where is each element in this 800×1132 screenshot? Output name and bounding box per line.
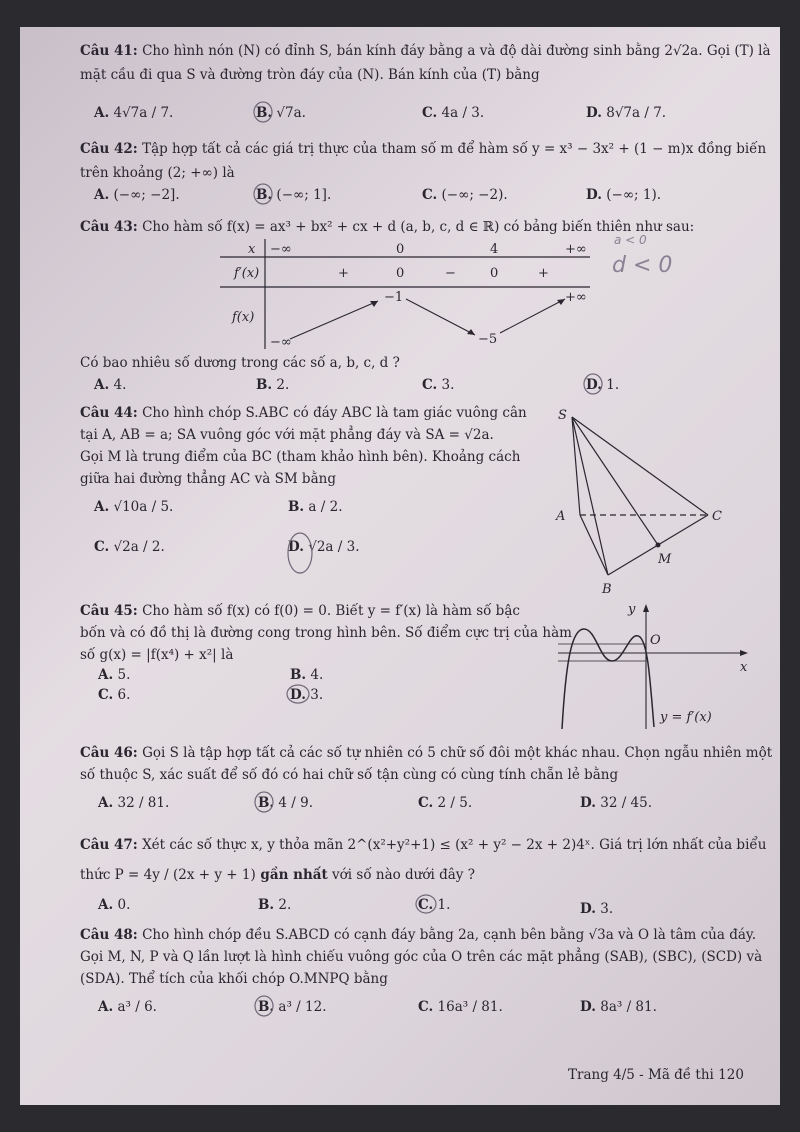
q45-line3: số g(x) = |f(x⁴) + x²| là: [80, 647, 234, 663]
table-f-value: −5: [478, 332, 498, 347]
q47-option-b[interactable]: B. 2.: [258, 897, 292, 913]
q43-option-c[interactable]: C. 3.: [422, 377, 455, 393]
q46-option-a[interactable]: A. 32 / 81.: [98, 795, 170, 811]
q45-line2: bốn và có đồ thị là đường cong trong hình bên. Số điểm cực trị của hàm: [80, 625, 572, 641]
label-A: A: [556, 509, 566, 524]
table-f-value: −∞: [270, 335, 292, 350]
table-fp-label: f′(x): [234, 266, 260, 281]
q46-option-d[interactable]: D. 32 / 45.: [580, 795, 653, 811]
table-f-value: −1: [384, 290, 404, 305]
label-y: y: [628, 602, 636, 617]
table-x-value: 4: [490, 242, 499, 257]
q44-option-d[interactable]: D. √2a / 3.: [288, 539, 360, 555]
q43-option-b[interactable]: B. 2.: [256, 377, 290, 393]
label-x: x: [740, 660, 748, 675]
q48-line1: Câu 48: Cho hình chóp đều S.ABCD có cạnh đáy bằng 2a, cạnh bên bằng √3a và O là tâm của đáy.: [80, 927, 757, 943]
label-M: M: [658, 552, 672, 567]
table-f-value: +∞: [565, 290, 587, 305]
label-curve: y = f′(x): [660, 710, 712, 725]
q44-option-c[interactable]: C. √2a / 2.: [94, 539, 165, 555]
table-x-value: −∞: [270, 242, 292, 257]
circle-q44-d: [288, 533, 312, 573]
circle-q43-d: [584, 374, 602, 394]
q46-line1: Câu 46: Gọi S là tập hợp tất cả các số tự nhiên có 5 chữ số đôi một khác nhau. Chọn ngẫu nhiên một: [80, 745, 773, 761]
label-C: C: [712, 509, 722, 524]
q46-option-c[interactable]: C. 2 / 5.: [418, 795, 473, 811]
q43-line1: Câu 43: Cho hàm số f(x) = ax³ + bx² + cx + d (a, b, c, d ∈ ℝ) có bảng biến thiên như sau:: [80, 219, 695, 235]
table-fp-value: 0: [490, 266, 499, 281]
q42-line2: trên khoảng (2; +∞) là: [80, 165, 235, 181]
page-footer: Trang 4/5 - Mã đề thi 120: [568, 1067, 744, 1083]
table-fp-value: +: [338, 266, 349, 281]
q43-option-a[interactable]: A. 4.: [94, 377, 127, 393]
circle-q46-b: [255, 792, 273, 812]
q47-option-d[interactable]: D. 3.: [580, 901, 614, 917]
q45-option-d[interactable]: D. 3.: [290, 687, 324, 703]
pencil-note-2: d < 0: [612, 253, 673, 278]
q48-option-a[interactable]: A. a³ / 6.: [98, 999, 157, 1015]
q48-line2: Gọi M, N, P và Q lần lượt là hình chiếu vuông góc của O trên các mặt phẳng (SAB), (SBC), (SCD) và: [80, 949, 763, 965]
q46-option-b[interactable]: B. 4 / 9.: [258, 795, 314, 811]
table-f-label: f(x): [232, 310, 255, 325]
q41-option-a[interactable]: A. 4√7a / 7.: [94, 105, 174, 121]
q48-option-c[interactable]: C. 16a³ / 81.: [418, 999, 503, 1015]
label-S: S: [558, 408, 567, 423]
q42-option-d[interactable]: D. (−∞; 1).: [586, 187, 662, 203]
q45-option-a[interactable]: A. 5.: [98, 667, 131, 683]
exam-page: [20, 27, 780, 1105]
q44-line2: tại A, AB = a; SA vuông góc với mặt phẳng đáy và SA = √2a.: [80, 427, 494, 443]
pencil-marks: [20, 27, 780, 1105]
q43-question: Có bao nhiêu số dương trong các số a, b, c, d ?: [80, 355, 400, 371]
circle-q47-c: [416, 895, 436, 913]
q41-option-d[interactable]: D. 8√7a / 7.: [586, 105, 667, 121]
q42-option-a[interactable]: A. (−∞; −2].: [94, 187, 180, 203]
q42-line1: Câu 42: Tập hợp tất cả các giá trị thực của tham số m để hàm số y = x³ − 3x² + (1 − m)x đồng biến: [80, 141, 767, 157]
q42-option-c[interactable]: C. (−∞; −2).: [422, 187, 508, 203]
table-x-value: 0: [396, 242, 405, 257]
circle-q45-d: [287, 685, 309, 703]
q42-option-b[interactable]: B. (−∞; 1].: [256, 187, 332, 203]
table-x-value: +∞: [565, 242, 587, 257]
circle-q41-b: [254, 102, 272, 122]
q47-line1: Câu 47: Xét các số thực x, y thỏa mãn 2^(x²+y²+1) ≤ (x² + y² − 2x + 2)4ˣ. Giá trị lớn nhất của biểu: [80, 837, 767, 853]
q48-option-d[interactable]: D. 8a³ / 81.: [580, 999, 657, 1015]
q44-line4: giữa hai đường thẳng AC và SM bằng: [80, 471, 336, 487]
q44-option-a[interactable]: A. √10a / 5.: [94, 499, 174, 515]
q45-option-c[interactable]: C. 6.: [98, 687, 131, 703]
q45-option-b[interactable]: B. 4.: [290, 667, 324, 683]
label-B: B: [602, 582, 612, 597]
table-x-label: x: [248, 242, 256, 257]
q41-option-b[interactable]: B. √7a.: [256, 105, 306, 121]
q43-option-d[interactable]: D. 1.: [586, 377, 620, 393]
q41-line1: Câu 41: Cho hình nón (N) có đỉnh S, bán kính đáy bằng a và độ dài đường sinh bằng 2√2a. Gọi (T) là: [80, 43, 771, 59]
table-fp-value: +: [538, 266, 549, 281]
q41-line2: mặt cầu đi qua S và đường tròn đáy của (N). Bán kính của (T) bằng: [80, 67, 540, 83]
q44-line3: Gọi M là trung điểm của BC (tham khảo hình bên). Khoảng cách: [80, 449, 521, 465]
q47-line2: thức P = 4y / (2x + y + 1) gần nhất với số nào dưới đây ?: [80, 867, 475, 883]
q47-option-a[interactable]: A. 0.: [98, 897, 131, 913]
q45-line1: Câu 45: Cho hàm số f(x) có f(0) = 0. Biết y = f′(x) là hàm số bậc: [80, 603, 520, 619]
pencil-note-1: a < 0: [614, 233, 647, 247]
q48-option-b[interactable]: B. a³ / 12.: [258, 999, 327, 1015]
q44-option-b[interactable]: B. a / 2.: [288, 499, 343, 515]
q46-line2: số thuộc S, xác suất để số đó có hai chữ số tận cùng có cùng tính chẵn lẻ bằng: [80, 767, 619, 783]
q41-option-c[interactable]: C. 4a / 3.: [422, 105, 485, 121]
q44-line1: Câu 44: Cho hình chóp S.ABC có đáy ABC là tam giác vuông cân: [80, 405, 527, 421]
table-fp-value: −: [445, 266, 456, 281]
q48-line3: (SDA). Thể tích của khối chóp O.MNPQ bằng: [80, 971, 388, 987]
table-fp-value: 0: [396, 266, 405, 281]
circle-q48-b: [255, 996, 273, 1016]
circle-q42-b: [254, 184, 272, 204]
q47-option-c[interactable]: C. 1.: [418, 897, 451, 913]
label-origin: O: [650, 633, 661, 648]
